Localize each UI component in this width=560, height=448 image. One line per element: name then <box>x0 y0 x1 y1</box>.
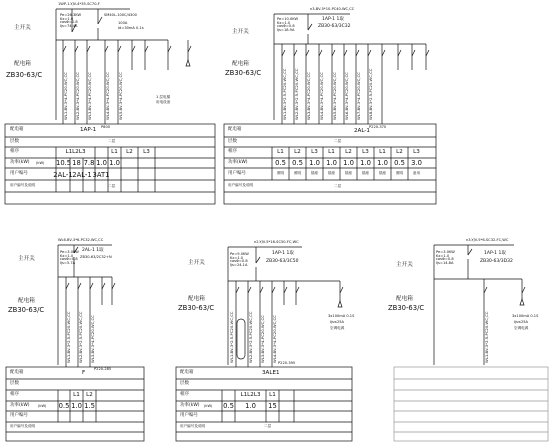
breaker-model: 2AL-1 1取 <box>82 248 104 253</box>
user-cell: 插座 <box>310 171 319 175</box>
row-label-floor: 层数 <box>10 139 19 144</box>
circuit-3: WL3-BV-3*4-PC20-WC,CC <box>306 72 311 120</box>
row-label-box: 配电箱 <box>180 370 194 375</box>
main-switch-label: 主开关 <box>188 260 205 266</box>
panel-3 <box>0 235 150 445</box>
phase-cell: L3 <box>143 149 150 155</box>
circuit-4: WL4-BV-3*4-PC20-WC,CC <box>319 72 324 120</box>
row-label-floor: 层数 <box>228 139 237 144</box>
floor-value: 二层 <box>334 139 342 143</box>
row-label-user: 用户编号 <box>180 413 198 418</box>
power-cell: 1.0 <box>245 402 256 410</box>
box-code: 2AL-1 <box>354 128 370 134</box>
spare-note: 3x100mA 0.1S <box>512 314 539 318</box>
phase-cell: L3 <box>311 149 318 155</box>
box-dim: P800 <box>101 125 111 129</box>
box-label: 配电箱 <box>396 296 413 302</box>
phase-cell: L1 <box>379 149 386 155</box>
phase-cell: L2 <box>86 392 93 398</box>
phase-cell: L1 <box>269 392 276 398</box>
breaker-rating: ZB30-63/2C32+N <box>80 255 112 259</box>
panel-2 <box>222 0 560 208</box>
row-label-box: 配电箱 <box>10 127 24 132</box>
phase-cell: L1 <box>73 392 80 398</box>
row-label-user: 用户编号 <box>228 171 246 176</box>
cable-spec: 1WP-1-YJV-4*35-SC70-F <box>58 2 100 6</box>
power-cell: 1.0 <box>309 159 320 167</box>
box-model: ZB30-63/C <box>225 69 262 77</box>
row-label-user: 用户编号 <box>10 413 28 418</box>
phase-cell: L3 <box>362 149 369 155</box>
phase-cell: L2 <box>126 149 133 155</box>
main-switch-label: 主开关 <box>14 25 31 31</box>
load-params: Pe=10.0KW Kx=1.0 cosΦ=0.8 Ijs=18.9A <box>277 17 299 32</box>
note-value: 二层 <box>264 424 272 428</box>
power-cell: 1.0 <box>96 159 107 167</box>
circuit-6: WL6-BV-3*4-PC20-WC,CC <box>344 72 349 120</box>
spare-note-3: 空调电源 <box>330 326 345 330</box>
box-code: F <box>82 370 86 376</box>
spare-note-2: 用电设备 <box>156 100 171 104</box>
load-params: Pe=3.0KW Kx=1.0 cosΦ=0.8 Ijs=14.8A <box>436 250 455 265</box>
user-cell: 插座 <box>344 171 353 175</box>
circuit-2: WL2-BV-3*2.5-PC20-WC,CC <box>248 311 253 363</box>
circuit-1: WL1-BV-3*2.5-PC20-WC,CC <box>229 311 234 363</box>
phase-cell: L1 <box>328 149 335 155</box>
power-cell: 1.0 <box>343 159 354 167</box>
spare-note-3: 空调电源 <box>514 326 529 330</box>
user-cell: 2AL-1 <box>72 171 92 179</box>
circuit-1: WL1-BV-3*2.5-PC20-WC,CC <box>66 311 71 363</box>
row-label-phase: 相序 <box>180 392 189 397</box>
row-label-phase: 相序 <box>228 149 237 154</box>
breaker-model: SM40L-100C/4300 <box>104 13 137 17</box>
load-params: Pe=26.3KW Kx=1.0 cosΦ=0.8 Ijs=74.4A <box>60 13 82 28</box>
phase-cell: L1L2L3 <box>240 392 261 398</box>
circuit-2: WL2-BV-3*4-PC20-WC,CC <box>75 72 80 120</box>
row-label-note: 用户编号及说明 <box>228 183 254 187</box>
panel-4 <box>170 235 370 445</box>
circuit-5: WL5-BV-3*4-PC20-WC,CC <box>118 72 123 120</box>
box-dim: P220-370 <box>369 125 387 129</box>
power-cell: 1.0 <box>326 159 337 167</box>
phase-cell: L1L2L3 <box>65 149 86 155</box>
power-cell: 0.5 <box>394 159 405 167</box>
box-model: ZB30-63/C <box>388 304 425 312</box>
circuit-4: WL4-BV-3*4-PC20-WC,CC <box>105 72 110 120</box>
panel-2-schematic <box>222 0 560 208</box>
circuit-1: WL1-BV-3*4-PC20-WC,CC <box>63 72 68 120</box>
circuit-3: WL3-BV-3*4-PC20-WC,CC <box>87 72 92 120</box>
spare-note: 3x100mA 0.1S <box>328 314 355 318</box>
circuit-1: WL1-BV-3*2.5-PC20-WC,CC <box>484 311 489 363</box>
power-cell: 15 <box>268 402 277 410</box>
row-label-power: 功率(kW) <box>10 403 30 408</box>
box-label: 配电箱 <box>232 61 249 67</box>
breaker-rating: ZB30-63/3C50 <box>266 259 299 264</box>
box-model: ZB30-63/C <box>6 71 43 79</box>
spare-note: 1 层电梯 <box>156 95 171 99</box>
cable-spec: n3-BV-5*10-PC40-WC,CC <box>310 7 355 11</box>
power-cell: 0.5 <box>58 402 70 410</box>
row-label-note: 用户编号及说明 <box>10 183 36 187</box>
user-cell: 插座 <box>327 171 336 175</box>
box-code: 3ALE1 <box>262 370 280 376</box>
box-dim: P220-395 <box>278 361 296 365</box>
box-label: 配电箱 <box>14 61 31 67</box>
panel-5 <box>384 235 560 445</box>
main-switch-label: 主开关 <box>18 256 35 262</box>
breaker-rating: ZB30-63/3D32 <box>480 259 513 264</box>
row-label-box: 配电箱 <box>10 370 24 375</box>
row-label-power: 功率(kW) <box>180 403 200 408</box>
power-cell: 10.5 <box>56 159 72 167</box>
row-label-box: 配电箱 <box>228 127 242 132</box>
user-cell: 插座 <box>361 171 370 175</box>
circuit-2: WL2-BV-3*2.5-PC20-WC,CC <box>78 311 83 363</box>
breaker-leakage: Id=30mA 0.1s <box>118 26 144 30</box>
note-value: 二层 <box>334 184 342 188</box>
phase-cell: L1 <box>111 149 118 155</box>
user-cell: 3AT1 <box>92 171 110 179</box>
user-cell: 照明 <box>276 171 285 175</box>
breaker-rating: ZB30-63/3C32 <box>318 24 351 29</box>
power-cell: 0.5 <box>292 159 303 167</box>
row-label-user: 用户编号 <box>10 171 28 176</box>
note-value: 二层 <box>108 184 116 188</box>
power-unit: (kW) <box>38 404 47 408</box>
user-cell: 插座 <box>378 171 387 175</box>
cable-spec: n3-YJV-5*6-SC32-FC,WC <box>466 238 509 242</box>
circuit-4: WL4-BV-3*4-PC20-WC,CC <box>272 315 277 363</box>
phase-cell: L2 <box>396 149 403 155</box>
box-code: 1AP-1 <box>80 127 97 133</box>
user-cell: 2AL-1 <box>53 171 73 179</box>
power-cell: 1.5 <box>84 402 95 410</box>
user-cell: 备用 <box>412 171 421 175</box>
power-cell: 18 <box>72 159 81 167</box>
main-switch-label: 主开关 <box>396 262 413 268</box>
cable-spec: WL6-BV-3*6-PC32-WC,CC <box>58 238 104 242</box>
load-params: Pe=3.0KW Kx=1.0 cosΦ=0.8 Ijs=5.7A <box>60 250 79 265</box>
row-label-phase: 相序 <box>10 149 19 154</box>
circuit-8: WL8-BV-3*2.5-PC20-WC,CC <box>368 68 373 120</box>
breaker-model: 1AP-1 1取 <box>484 251 506 256</box>
circuit-7: WL7-BV-3*4-PC20-WC,CC <box>356 72 361 120</box>
breaker-model: 1AP-1 1取 <box>322 17 344 22</box>
phase-cell: L3 <box>413 149 420 155</box>
row-label-phase: 相序 <box>10 392 19 397</box>
spare-note-2: Ijs≤25A <box>514 320 528 324</box>
breaker-model: 1AP-1 1取 <box>272 251 294 256</box>
phase-cell: L2 <box>345 149 352 155</box>
user-cell: 照明 <box>395 171 404 175</box>
box-model: ZB30-63/C <box>178 304 215 312</box>
box-model: ZB30-63/C <box>8 306 45 314</box>
power-cell: 7.8 <box>83 159 95 167</box>
main-switch-label: 主开关 <box>232 29 249 35</box>
user-cell: 照明 <box>293 171 302 175</box>
panel-1 <box>0 0 222 208</box>
phase-cell: L1 <box>277 149 284 155</box>
row-label-floor: 层数 <box>10 381 19 386</box>
power-cell: 1.0 <box>109 159 120 167</box>
row-label-note: 用户编号及说明 <box>180 424 206 428</box>
box-label: 配电箱 <box>18 298 35 304</box>
power-cell: 1.0 <box>71 402 82 410</box>
row-label-floor: 层数 <box>180 381 189 386</box>
power-cell: 1.0 <box>360 159 371 167</box>
circuit-3: WL3-BV-3*4-PC20-WC,CC <box>90 315 95 363</box>
breaker-rating: 100A <box>118 21 128 25</box>
row-label-power: 功率(kW) <box>228 160 248 165</box>
box-label: 配电箱 <box>188 296 205 302</box>
power-unit: (kW) <box>204 404 213 408</box>
circuit-1: WL1-BV-3*2.5-PC20-WC,CC <box>282 68 287 120</box>
load-params: Pe=9.0KW Kx=1.0 cosΦ=0.8 Ijs=24.1A <box>230 252 249 267</box>
row-label-note: 用户编号及说明 <box>10 424 36 428</box>
circuit-5: WL5-BV-3*4-PC20-WC,CC <box>332 72 337 120</box>
box-dim: P220-285 <box>94 367 112 371</box>
circuit-3: WL3-BV-3*4-PC20-WC,CC <box>260 315 265 363</box>
power-cell: 3.0 <box>411 159 422 167</box>
spare-note-2: Ijs≤25A <box>330 320 344 324</box>
circuit-2: WL2-BV-3*2.5-PC20-WC,CC <box>294 68 299 120</box>
power-cell: 0.5 <box>275 159 286 167</box>
power-cell: 0.5 <box>223 402 234 410</box>
power-cell: 1.0 <box>377 159 388 167</box>
floor-value: 二层 <box>108 139 116 143</box>
cable-spec: n2-YJV-5*16-SC50-FC,WC <box>254 240 299 244</box>
power-unit: (kW) <box>36 161 45 165</box>
phase-cell: L2 <box>294 149 301 155</box>
row-label-power: 功率(kW) <box>10 160 30 165</box>
